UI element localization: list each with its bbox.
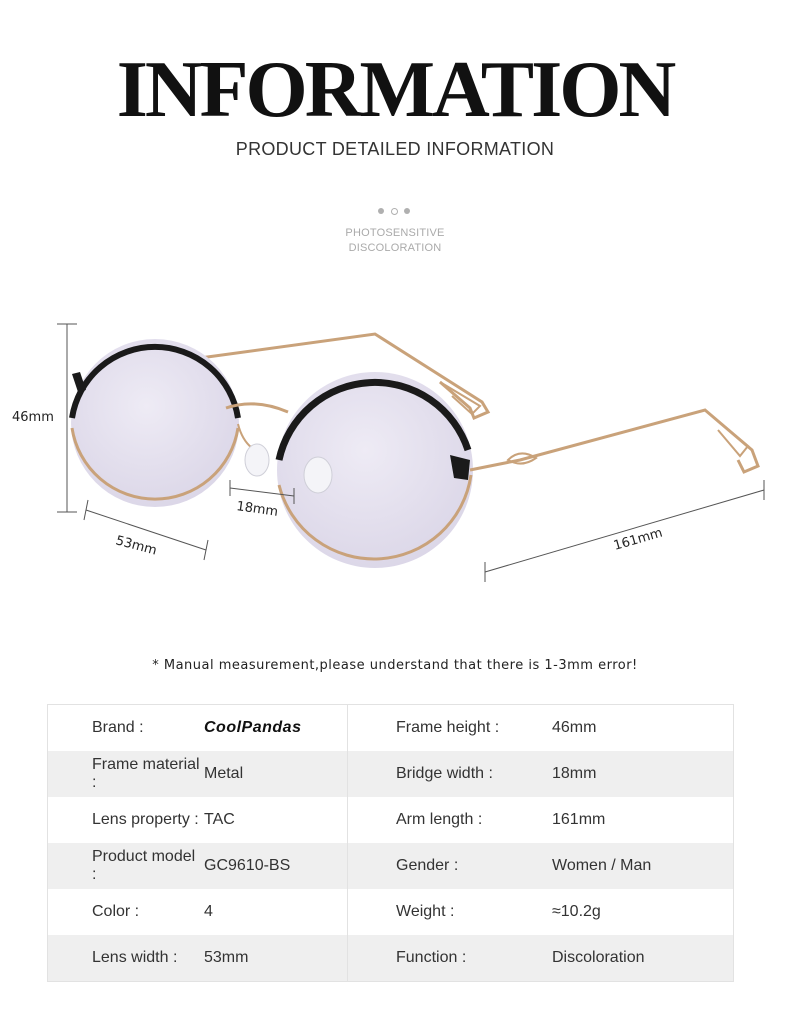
carousel-dots (378, 208, 414, 216)
dot-indicator-active (391, 208, 398, 215)
dim-lens-width: 53mm (113, 533, 159, 559)
feature-label (0, 226, 790, 256)
spec-value: 53mm (204, 935, 348, 982)
brand-logo-text: CoolPandas (204, 719, 302, 736)
spec-value: ≈10.2g (552, 903, 601, 920)
dim-bridge: 18mm (235, 499, 279, 520)
spec-value: Metal (204, 751, 348, 797)
dim-frame-height: 46mm (12, 410, 54, 425)
table-row (48, 705, 734, 752)
table-row (48, 797, 734, 843)
spec-label: Lens property : (92, 811, 199, 828)
spec-label: Lens width : (48, 935, 205, 982)
feature-line-1: PHOTOSENSITIVE (345, 227, 445, 239)
spec-value: 4 (204, 903, 213, 920)
spec-label: Gender : (348, 843, 553, 889)
left-lens (71, 339, 239, 507)
spec-label: Bridge width : (348, 751, 553, 797)
spec-label: Weight : (348, 889, 553, 935)
measurement-note: * Manual measurement,please understand that there is 1-3mm error! (152, 658, 638, 673)
nose-pad-left (245, 444, 269, 476)
spec-value: 161mm (552, 811, 606, 828)
spec-value: 46mm (552, 719, 597, 736)
glasses-illustration (0, 300, 790, 600)
dot-indicator (404, 208, 410, 214)
spec-table (47, 704, 734, 982)
spec-value: TAC (204, 811, 235, 828)
table-row (48, 843, 734, 889)
spec-label: Frame height : (348, 705, 553, 752)
spec-value: Women / Man (552, 843, 734, 889)
page-subtitle: PRODUCT DETAILED INFORMATION (235, 139, 555, 159)
nose-pad-right (304, 457, 332, 493)
page-title: INFORMATION (116, 46, 674, 134)
brand-logo (204, 705, 348, 752)
feature-line-2: DISCOLORATION (348, 242, 442, 254)
dim-arm-length: 161mm (611, 525, 665, 554)
nose-pad-arm (238, 424, 252, 448)
spec-value: Discoloration (552, 935, 734, 982)
spec-label: Function : (348, 935, 553, 982)
spec-label: Frame material : (48, 751, 205, 797)
spec-label: Color : (92, 903, 140, 920)
spec-value: GC9610-BS (204, 843, 348, 889)
spec-label: Brand : (92, 719, 144, 736)
table-row (48, 935, 734, 982)
spec-value: 18mm (552, 751, 734, 797)
dot-indicator (378, 208, 384, 214)
table-row (48, 751, 734, 797)
spec-label: Product model : (48, 843, 205, 889)
spec-label: Arm length : (348, 797, 553, 843)
table-row (48, 889, 734, 935)
